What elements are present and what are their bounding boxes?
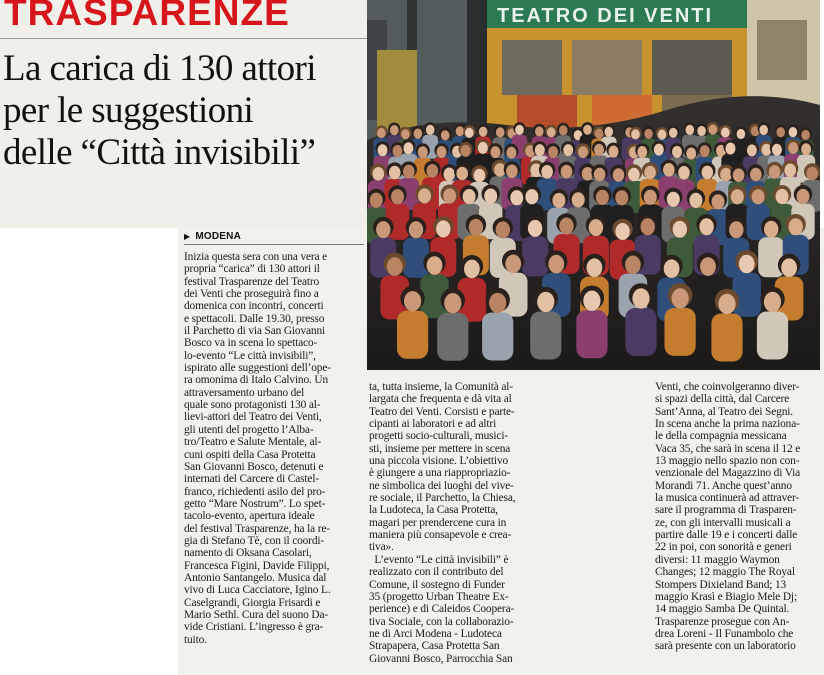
person-face bbox=[376, 221, 390, 238]
article-line: Stompers Dixieland Band; 13 bbox=[655, 578, 787, 591]
person-face bbox=[525, 189, 538, 204]
article-line: Changes; 12 maggio The Royal bbox=[655, 566, 795, 579]
article-line: le della compagnia messicana bbox=[655, 430, 787, 443]
person-face bbox=[436, 220, 450, 237]
article-line: maniera più consapevole e crea- bbox=[369, 529, 512, 542]
headline-line: per le suggestioni bbox=[3, 90, 254, 131]
person-face bbox=[474, 169, 486, 183]
person-face bbox=[552, 193, 565, 208]
person-face bbox=[506, 165, 518, 179]
article-line: tro/Teatro e Salute Mentale, al- bbox=[184, 436, 322, 449]
person-face bbox=[456, 126, 465, 136]
article-line: drea Loreni - Il Funambolo che bbox=[655, 627, 794, 640]
article-line: tiva Sociale, con la collaborazio- bbox=[369, 615, 514, 628]
person-face bbox=[686, 148, 696, 160]
article-line: Antonio Santangelo. Musica dal bbox=[184, 571, 327, 584]
person-face bbox=[559, 125, 568, 135]
dateline-divider bbox=[184, 244, 364, 245]
article-line: diversi: 11 maggio Waymon bbox=[655, 553, 780, 566]
person-body bbox=[530, 312, 561, 360]
article-line: San Giovanni Bosco, detenuti e bbox=[184, 460, 324, 473]
group-photo bbox=[367, 0, 820, 370]
person-face bbox=[663, 163, 675, 177]
person-face bbox=[404, 291, 421, 311]
article-line: propria “carica” di 130 attori il bbox=[184, 263, 320, 276]
person-face bbox=[628, 168, 640, 182]
person-face bbox=[393, 145, 403, 157]
person-face bbox=[418, 188, 431, 203]
person-face bbox=[615, 223, 629, 240]
article-line: Francesca Figini, Davide Filippi, bbox=[184, 559, 330, 572]
person-face bbox=[505, 254, 521, 273]
article-line: dei Venti che proseguirà fino a bbox=[184, 288, 319, 301]
person-face bbox=[769, 165, 781, 179]
article-line: festival Trasparenze del Teatro bbox=[184, 275, 320, 288]
article-line: Inizia questa sera con una vera e bbox=[184, 251, 328, 263]
person-body bbox=[437, 313, 468, 361]
person-face bbox=[641, 218, 655, 235]
person-face bbox=[720, 168, 732, 182]
article-line: 14 maggio Samba De Quintal. bbox=[655, 603, 790, 616]
person-face bbox=[764, 221, 778, 238]
person-face bbox=[535, 126, 544, 136]
person-face bbox=[721, 127, 730, 137]
person-face bbox=[776, 127, 785, 137]
article-line: ispirato alle suggestioni dell’ope- bbox=[184, 362, 331, 375]
person-face bbox=[596, 190, 609, 205]
person-face bbox=[414, 129, 423, 139]
person-face bbox=[465, 128, 474, 138]
person-face bbox=[437, 146, 447, 158]
person-body bbox=[576, 310, 607, 358]
person-face bbox=[537, 292, 554, 312]
article-line: quale sono protagonisti 130 al- bbox=[184, 399, 321, 412]
person-face bbox=[469, 219, 483, 236]
article-line: lo-evento “Le città invisibili”, bbox=[184, 349, 316, 362]
article-line: è giungere a una riappropriazio- bbox=[369, 467, 511, 480]
person-face bbox=[609, 146, 619, 158]
person-face bbox=[658, 130, 667, 140]
person-face bbox=[583, 125, 592, 135]
article-line: ne di Arci Modena - Ludoteca bbox=[369, 627, 502, 640]
article-line: la Ludoteca, la Casa Protetta, bbox=[369, 504, 498, 517]
article-line: gli utenti del progetto l’Alba- bbox=[184, 423, 314, 436]
person-face bbox=[548, 255, 564, 274]
article-line: cipanti ai laboratori e ad altri bbox=[369, 418, 497, 431]
article-line: la musica continuerà ad attraver- bbox=[655, 492, 800, 505]
person-face bbox=[631, 129, 640, 139]
article-line: gia di Stefano Tè, con il coordi- bbox=[184, 534, 325, 547]
person-face bbox=[427, 256, 443, 275]
article-line: del festival Trasparenze, ha la re- bbox=[184, 522, 330, 535]
article-line: 22 in poi, con sonorità e generi bbox=[655, 541, 792, 554]
person-face bbox=[750, 168, 762, 182]
person-face bbox=[752, 189, 765, 204]
article-line: tuito. bbox=[184, 633, 207, 646]
person-face bbox=[561, 165, 573, 179]
person-face bbox=[737, 129, 746, 139]
article-line: sti, insieme per mettere in scena bbox=[369, 442, 511, 455]
article-line: partire dalle 19 e i concerti dalle bbox=[655, 529, 798, 542]
person-face bbox=[644, 129, 653, 139]
article-line: tacolo-evento, apertura ideale bbox=[184, 510, 315, 523]
article-line: ra omonima di Italo Calvino. Un bbox=[184, 374, 329, 387]
person-face bbox=[789, 127, 798, 137]
person-face bbox=[672, 288, 689, 308]
person-face bbox=[403, 142, 413, 154]
dateline-text: MODENA bbox=[195, 231, 242, 242]
person-face bbox=[764, 292, 781, 312]
person-face bbox=[461, 145, 471, 157]
article-line: lievi-attori del Teatro dei Venti, bbox=[184, 411, 322, 424]
person-face bbox=[702, 166, 714, 180]
article-line: e spettacoli. Dalle 19.30, presso bbox=[184, 312, 325, 325]
person-face bbox=[548, 146, 558, 158]
article-headline bbox=[3, 48, 365, 174]
person-face bbox=[370, 193, 383, 208]
person-face bbox=[700, 145, 710, 157]
person-face bbox=[637, 146, 647, 158]
person-face bbox=[484, 189, 497, 204]
person-face bbox=[667, 192, 680, 207]
article-line: vide Cristiani. L’ingresso è gra- bbox=[184, 621, 324, 634]
person-face bbox=[709, 125, 718, 135]
person-face bbox=[418, 146, 428, 158]
person-face bbox=[479, 127, 488, 137]
article-line: Caselgrandi, Giorgia Frisardi e bbox=[184, 596, 321, 609]
headline-line: La carica di 130 attori bbox=[3, 48, 316, 89]
article-line: franco, richiedenti asilo del pro- bbox=[184, 485, 326, 498]
kicker-divider bbox=[0, 38, 368, 39]
article-line: namento di Oksana Casolari, bbox=[184, 547, 312, 560]
article-line: 35 (progetto Urban Theatre Ex- bbox=[369, 590, 509, 603]
article-line: ne simbolica dei luoghi del vive- bbox=[369, 479, 514, 492]
person-face bbox=[559, 218, 573, 235]
person-face bbox=[390, 125, 399, 135]
person-face bbox=[625, 255, 641, 274]
article-column-3 bbox=[655, 381, 800, 653]
person-face bbox=[427, 164, 439, 178]
person-face bbox=[409, 221, 423, 238]
person-face bbox=[605, 127, 614, 137]
person-face bbox=[632, 288, 649, 308]
person-face bbox=[595, 129, 604, 139]
article-line: In scena anche la prima naziona- bbox=[655, 418, 800, 431]
person-face bbox=[463, 189, 476, 204]
article-line: Sant’Anna, al Teatro dei Segni. bbox=[655, 405, 793, 418]
article-line: ze, con gli intervalli musicali a bbox=[655, 516, 791, 529]
person-face bbox=[510, 190, 523, 205]
person-face bbox=[490, 146, 500, 158]
article-line: Morandi 71. Anche quest’anno bbox=[655, 479, 792, 492]
person-face bbox=[699, 218, 713, 235]
person-face bbox=[594, 168, 606, 182]
article-line: maggio Krasì e Biagio Mele Dj; bbox=[655, 590, 797, 603]
article-line: internati del Carcere di Castel- bbox=[184, 473, 319, 486]
article-line: vivo di Luca Cacciatore, Igino L. bbox=[184, 584, 331, 597]
person-face bbox=[456, 167, 468, 181]
person-body bbox=[625, 308, 656, 356]
article-line: Comune, il sostegno di Funder bbox=[369, 578, 505, 591]
headline-line: delle “Città invisibili” bbox=[3, 132, 316, 173]
person-face bbox=[781, 258, 797, 277]
person-face bbox=[739, 255, 755, 274]
person-face bbox=[391, 189, 404, 204]
person-face bbox=[718, 294, 735, 314]
dateline-triangle-icon: ▶ bbox=[184, 232, 191, 241]
person-face bbox=[444, 293, 461, 313]
person-body bbox=[711, 314, 742, 362]
person-body bbox=[522, 236, 548, 276]
article-line: si spazi della città, dal Carcere bbox=[655, 393, 790, 406]
article-line: sare il programma di Trasparen- bbox=[655, 504, 797, 517]
person-face bbox=[801, 143, 811, 155]
person-face bbox=[387, 257, 403, 276]
person-face bbox=[669, 128, 678, 138]
person-face bbox=[806, 167, 818, 181]
article-line: largata che frequenta e dà vita al bbox=[369, 393, 512, 406]
article-dateline bbox=[184, 231, 241, 242]
article-line: Vaca 35, che sarà in scena il 12 e bbox=[655, 442, 801, 455]
person-face bbox=[496, 127, 505, 137]
person-face bbox=[644, 190, 657, 205]
person-body bbox=[757, 312, 788, 360]
article-line: Mario Sethl. Cura del suono Da- bbox=[184, 608, 329, 621]
person-face bbox=[615, 190, 628, 205]
person-face bbox=[759, 125, 768, 135]
person-face bbox=[587, 258, 603, 277]
person-face bbox=[506, 147, 516, 159]
article-column-1 bbox=[184, 251, 331, 646]
person-face bbox=[478, 142, 488, 154]
person-face bbox=[761, 144, 771, 156]
person-face bbox=[378, 144, 388, 156]
article-line: perience) e di Caleidos Coopera- bbox=[369, 603, 515, 616]
person-face bbox=[673, 221, 687, 238]
article-line: sarà presente con un laboratorio bbox=[655, 640, 796, 653]
person-face bbox=[377, 128, 386, 138]
article-line: re sociale, il Parchetto, la Chiesa, bbox=[369, 492, 516, 505]
article-line: attraversamento urbano del bbox=[184, 386, 305, 399]
article-line: domenica con incontri, concerti bbox=[184, 300, 324, 313]
article-line: Giovanni Bosco, Parrocchia San bbox=[369, 652, 513, 665]
person-face bbox=[563, 144, 573, 156]
person-face bbox=[789, 218, 803, 235]
person-face bbox=[664, 259, 680, 278]
person-face bbox=[686, 125, 695, 135]
article-line: Bosco va in scena lo spettaco- bbox=[184, 337, 318, 350]
person-face bbox=[731, 189, 744, 204]
person-face bbox=[535, 144, 545, 156]
person-face bbox=[572, 192, 585, 207]
person-face bbox=[589, 219, 603, 236]
person-face bbox=[441, 130, 450, 140]
person-face bbox=[403, 165, 415, 179]
person-face bbox=[578, 146, 588, 158]
article-line: Teatro dei Venti. Corsisti e parte- bbox=[369, 405, 515, 418]
person-face bbox=[515, 125, 524, 135]
article-column-2 bbox=[369, 381, 515, 665]
person-face bbox=[801, 130, 810, 140]
article-line: 13 maggio nello spazio non con- bbox=[655, 455, 800, 468]
person-face bbox=[496, 221, 510, 238]
person-face bbox=[712, 194, 725, 209]
person-face bbox=[733, 168, 745, 182]
person-face bbox=[443, 188, 456, 203]
person-face bbox=[426, 125, 435, 135]
person-face bbox=[644, 166, 656, 180]
person-face bbox=[583, 291, 600, 311]
article-line: progetti socio-culturali, musici- bbox=[369, 430, 508, 443]
person-face bbox=[401, 129, 410, 139]
theatre-sign: TEATRO DEI VENTI bbox=[497, 5, 714, 27]
article-line: magari per prendercene cura in bbox=[369, 516, 507, 529]
article-line: tiva». bbox=[369, 541, 394, 554]
person-body bbox=[482, 313, 513, 361]
article-line: Venti, che coinvolgeranno diver- bbox=[655, 381, 800, 393]
person-face bbox=[464, 260, 480, 279]
person-face bbox=[541, 165, 553, 179]
person-face bbox=[726, 143, 736, 155]
section-kicker: TRASPARENZE bbox=[4, 0, 290, 33]
article-line: cuni ospiti della Casa Protetta bbox=[184, 448, 316, 461]
person-face bbox=[389, 166, 401, 180]
person-body bbox=[665, 308, 696, 356]
article-line: venzionale del Magazzino di Via bbox=[655, 467, 801, 480]
person-face bbox=[788, 142, 798, 154]
person-face bbox=[700, 257, 716, 276]
person-face bbox=[729, 221, 743, 238]
person-face bbox=[772, 144, 782, 156]
person-face bbox=[444, 168, 456, 182]
person-face bbox=[489, 293, 506, 313]
person-face bbox=[654, 144, 664, 156]
person-face bbox=[776, 189, 789, 204]
person-face bbox=[747, 144, 757, 156]
person-face bbox=[784, 164, 796, 178]
person-face bbox=[594, 144, 604, 156]
person-face bbox=[373, 167, 385, 181]
article-line: realizzato con il contributo del bbox=[369, 566, 504, 579]
person-face bbox=[528, 220, 542, 237]
article-line: Strapapera, Casa Protetta San bbox=[369, 640, 500, 653]
article-line: ta, tutta insieme, la Comunità al- bbox=[369, 381, 513, 393]
article-line: Trasparenze prosegue con An- bbox=[655, 615, 790, 628]
person-body bbox=[397, 311, 428, 359]
person-face bbox=[547, 127, 556, 137]
article-line: il Parchetto di via San Giovanni bbox=[184, 325, 326, 338]
article-line: L’evento “Le città invisibili” è bbox=[369, 553, 509, 566]
article-line: una piccola visione. L’obiettivo bbox=[369, 455, 509, 468]
person-face bbox=[689, 193, 702, 208]
person-face bbox=[613, 168, 625, 182]
person-face bbox=[672, 146, 682, 158]
article-line: getto “Mare Nostrum”. Lo spet- bbox=[184, 497, 326, 510]
person-face bbox=[678, 166, 690, 180]
person-face bbox=[797, 189, 810, 204]
person-face bbox=[697, 126, 706, 136]
